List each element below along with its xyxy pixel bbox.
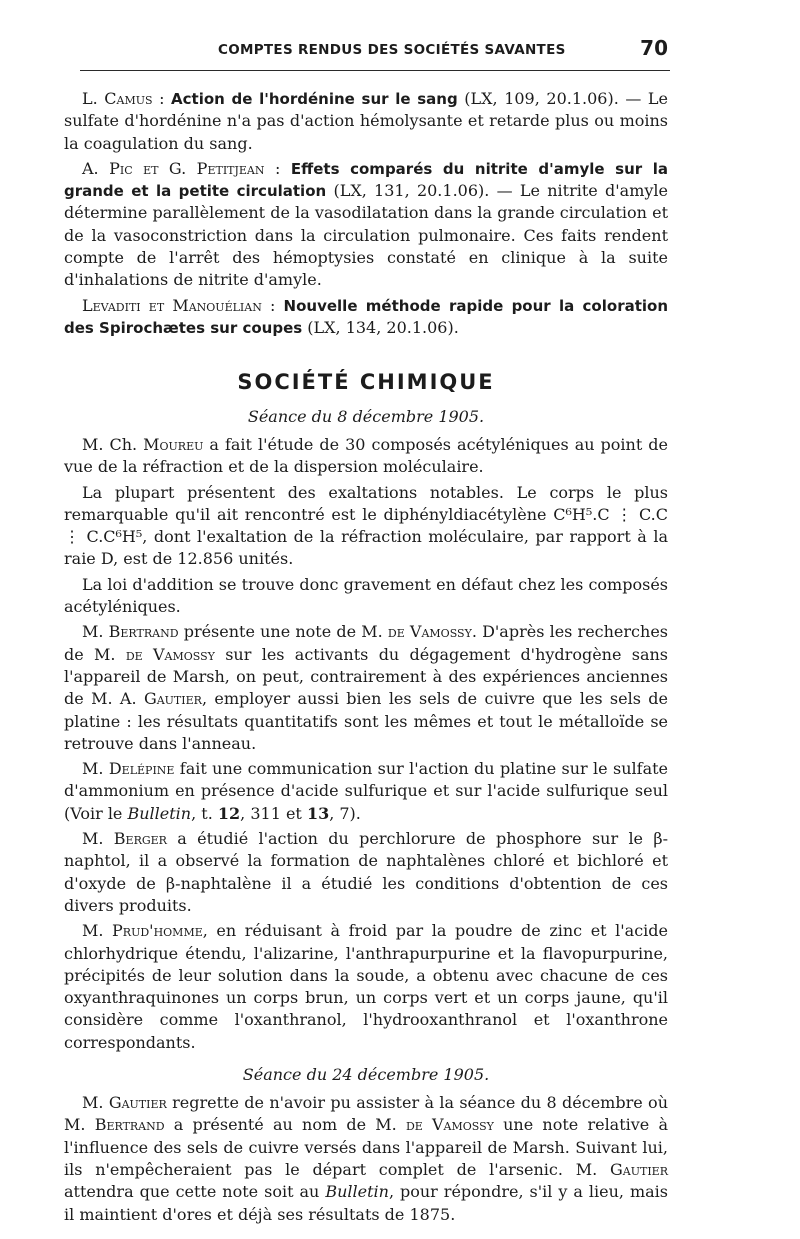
entry-text: (LX, 131, 20.1.06). — Le nitrite d'amyle détermine parallèlement de la vasodilatation dans la grande circulation et de la vasoconstriction dans la circulation pulmonaire. Ces faits rendent compte de l'arrêt des hémoptysies constaté en clinique à la suite d'inhalations de nitrite d'amyle. [64,181,668,290]
entry-text: (LX, 134, 20.1.06). [302,317,459,337]
page-number: 70 [640,36,668,60]
entry-author: A. Pic et G. Petitjean [82,158,265,178]
paragraph-loi-addition: La loi d'addition se trouve donc gravement en défaut chez les composés acétyléniques. [64,574,668,617]
seance-heading-2: Séance du 24 décembre 1905. [242,1065,490,1085]
paragraph-delepine: M. Delépine fait une communication sur l'action du platine sur le sulfate d'ammonium en présence d'acide sulfurique et sur l'acide sulfurique seul (Voir le Bulletin, t. 12, 311 et 13, 7). [64,759,669,823]
entry-pic-petitjean: A. Pic et G. Petitjean : Effets comparés du nitrite d'amyle sur la grande et la petite circulation (LX, 131, 20.1.06). — Le nitrite d'amyle détermine parallèlement de la vasodilatation dans la grande circulation et de la vasoconstriction dans la circulation pulmonaire. Ces faits rendent compte de l'arrêt des hémoptysies constaté en clinique à la suite d'inhalations de nitrite d'amyle. [64,158,669,290]
section-title: SOCIÉTÉ CHIMIQUE [237,370,495,394]
entry-levaditi: Levaditi et Manouélian : Nouvelle méthode rapide pour la coloration des Spirochætes sur coupes (LX, 134, 20.1.06). [64,295,669,337]
chemistry-entries [64,406,668,1229]
entry-camus: L. Camus : Action de l'hordénine sur le sang (LX, 109, 20.1.06). — Le sulfate d'hordénine n'a pas d'action hémolysante et retarde plus ou moins la coagulation du sang. [64,89,668,153]
entry-title: Action de l'hordénine sur le sang [171,90,458,108]
entry-title: Nouvelle méthode rapide pour la coloration des Spirochætes sur coupes [64,296,669,337]
paragraph-berger: M. Berger a étudié l'action du perchlorure de phosphore sur le β-naphtol, il a observé la formation de naphtalènes chloré et bichloré et d'oxyde de β-naphtalène il a étudié les conditions d'obtention de ces divers produits. [64,829,668,915]
entry-text: (LX, 109, 20.1.06). — Le sulfate d'hordénine n'a pas d'action hémolysante et retarde plus ou moins la coagulation du sang. [64,89,668,153]
paragraph-exaltations: La plupart présentent des exaltations notables. Le corps le plus remarquable qu'il ait rencontré est le diphényldiacétylène C⁶H⁵.C ⋮ C.C ⋮ C.C⁶H⁵, dont l'exaltation de la réfraction moléculaire, par rapport à la raie D, est de 12.856 unités. [64,482,668,569]
paragraph-moureu: M. Ch. Moureu a fait l'étude de 30 composés acétyléniques au point de vue de la réfraction et de la dispersion moléculaire. [64,435,668,477]
entry-author: L. Camus [82,89,153,108]
paragraph-prudhomme: M. Prud'homme, en réduisant à froid par la poudre de zinc et l'acide chlorhydrique étendu, l'alizarine, l'anthrapurpurine et la flavopurpurine, précipités de leur solution dans la soude, a obtenu avec chacune de ces oxyanthraquinones un corps brun, un corps vert et un corps jaune, qu'il considère comme l'oxanthranol, l'hydrooxanthranol et l'oxanthrone correspondants. [64,921,668,1052]
biology-entries [64,88,668,342]
running-title: COMPTES RENDUS DES SOCIÉTÉS SAVANTES [218,42,566,58]
running-head [80,36,670,66]
paragraph-gautier: M. Gautier regrette de n'avoir pu assister à la séance du 8 décembre où M. Bertrand a présenté au nom de M. de Vamossy une note relative à l'influence des sels de cuivre versés dans l'appareil de Marsh. Suivant lui, ils n'empêcheraient pas le départ complet de l'arsenic. M. Gautier attendra que cette note soit au Bulletin, pour répondre, s'il y a lieu, mais il maintient d'ores et déjà ses résultats de 1875. [64,1093,669,1224]
seance-heading-1: Séance du 8 décembre 1905. [247,407,485,426]
paragraph-bertrand: M. Bertrand présente une note de M. de Vamossy. D'après les recherches de M. de Vamossy sur les activants du dégagement d'hydrogène sans l'appareil de Marsh, on peut, contrairement à des expériences anciennes de M. A. Gautier, employer aussi bien les sels de cuivre que les sels de platine : les résultats quantitatifs sont les mêmes et tout le métalloïde se retrouve dans l'anneau. [64,622,669,753]
entry-author: Levaditi et Manouélian [82,295,262,315]
header-rule [80,70,670,71]
entry-title: Effets comparés du nitrite d'amyle sur la grande et la petite circulation [64,159,669,201]
